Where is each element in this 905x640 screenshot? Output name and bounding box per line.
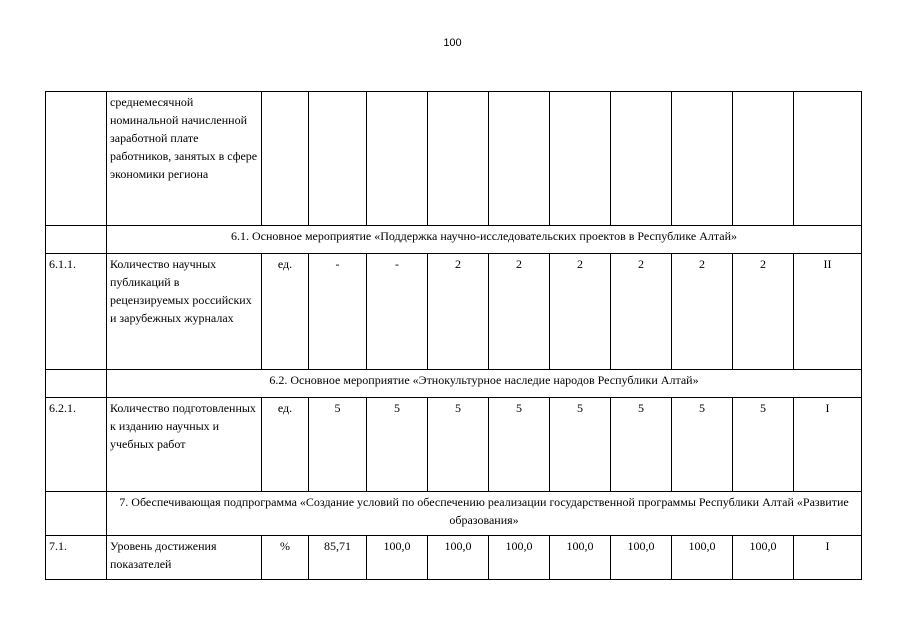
category-cell: II — [794, 254, 862, 370]
value-cell: 100,0 — [611, 536, 672, 580]
value-cell: 100,0 — [489, 536, 550, 580]
value-cell — [489, 92, 550, 226]
value-cell — [367, 92, 428, 226]
indicator-name-cell: Количество подготовленных к изданию научных и учебных работ — [107, 398, 262, 492]
value-cell: 5 — [672, 398, 733, 492]
value-cell: 5 — [550, 398, 611, 492]
value-cell: 100,0 — [733, 536, 794, 580]
value-cell: 2 — [489, 254, 550, 370]
table-row — [46, 536, 862, 580]
row-number-cell — [46, 226, 107, 254]
value-cell: 100,0 — [672, 536, 733, 580]
value-cell: 100,0 — [367, 536, 428, 580]
value-cell: 5 — [428, 398, 489, 492]
value-cell — [550, 92, 611, 226]
row-number-cell: 7.1. — [46, 536, 107, 580]
category-cell — [794, 92, 862, 226]
section-title-cell: 7. Обеспечивающая подпрограмма «Создание условий по обеспечению реализации государственной программы Республики Алтай «Развитие образования» — [107, 492, 862, 536]
value-cell: 100,0 — [428, 536, 489, 580]
page-number: 100 — [443, 37, 462, 49]
indicator-table — [45, 91, 862, 580]
value-cell: 5 — [489, 398, 550, 492]
value-cell: 5 — [367, 398, 428, 492]
row-number-cell — [46, 492, 107, 536]
indicator-name-cell: Количество научных публикаций в рецензируемых российских и зарубежных журналах — [107, 254, 262, 370]
value-cell: 5 — [611, 398, 672, 492]
row-number-cell — [46, 370, 107, 398]
value-cell: 5 — [309, 398, 367, 492]
value-cell — [611, 92, 672, 226]
section-row — [46, 492, 862, 536]
value-cell — [672, 92, 733, 226]
unit-cell: % — [262, 536, 309, 580]
table-row — [46, 398, 862, 492]
value-cell: 85,71 — [309, 536, 367, 580]
indicator-name-cell: Уровень достижения показателей — [107, 536, 262, 580]
row-number-cell — [46, 92, 107, 226]
value-cell: 2 — [672, 254, 733, 370]
section-title-cell: 6.1. Основное мероприятие «Поддержка научно-исследовательских проектов в Республике Алтай» — [107, 226, 862, 254]
table-row — [46, 254, 862, 370]
table-row — [46, 92, 862, 226]
row-number-cell: 6.2.1. — [46, 398, 107, 492]
row-number-cell: 6.1.1. — [46, 254, 107, 370]
section-title-cell: 6.2. Основное мероприятие «Этнокультурное наследие народов Республики Алтай» — [107, 370, 862, 398]
value-cell: 2 — [611, 254, 672, 370]
category-cell: I — [794, 398, 862, 492]
value-cell: - — [309, 254, 367, 370]
value-cell: 5 — [733, 398, 794, 492]
value-cell: - — [367, 254, 428, 370]
section-row — [46, 226, 862, 254]
section-row — [46, 370, 862, 398]
value-cell: 2 — [550, 254, 611, 370]
value-cell: 2 — [428, 254, 489, 370]
unit-cell: ед. — [262, 254, 309, 370]
unit-cell: ед. — [262, 398, 309, 492]
value-cell — [428, 92, 489, 226]
unit-cell — [262, 92, 309, 226]
value-cell: 100,0 — [550, 536, 611, 580]
category-cell: I — [794, 536, 862, 580]
value-cell — [309, 92, 367, 226]
value-cell: 2 — [733, 254, 794, 370]
indicator-name-cell: среднемесячной номинальной начисленной заработной плате работников, занятых в сфере экономики региона — [107, 92, 262, 226]
value-cell — [733, 92, 794, 226]
